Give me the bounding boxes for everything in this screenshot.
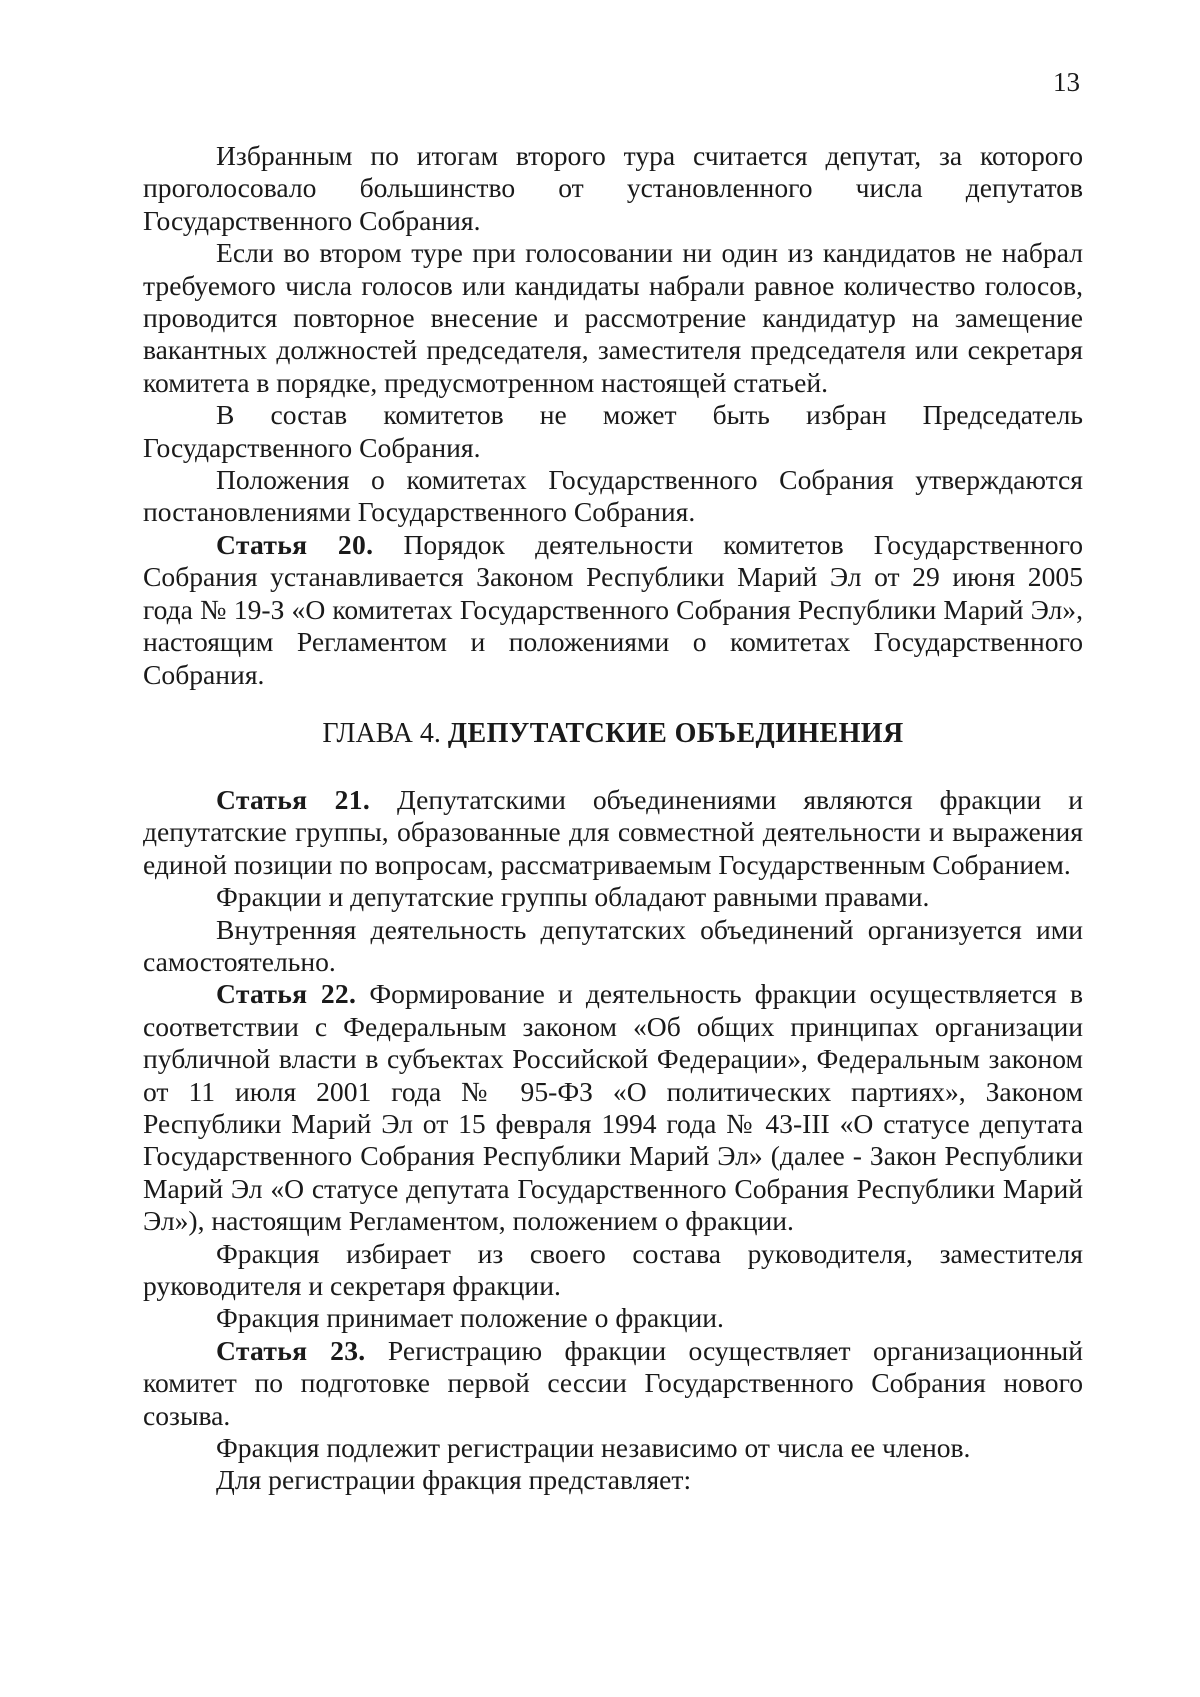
- article-heading: Статья 22.: [216, 978, 357, 1010]
- page-number: 13: [1053, 67, 1080, 97]
- article-heading: Статья 20.: [216, 528, 374, 560]
- chapter-prefix: ГЛАВА 4.: [322, 717, 448, 749]
- paragraph: Положения о комитетах Государственного Собрания утверждаются постановлениями Государственного Собрания.: [143, 464, 1083, 528]
- chapter-title: ДЕПУТАТСКИЕ ОБЪЕДИНЕНИЯ: [447, 717, 904, 749]
- article-text: Депутатскими объединениями являются фракции и депутатские группы, образованные для совместной деятельности и выражения единой позиции по вопросам, рассматриваемым Государственным Собранием.: [143, 783, 1083, 880]
- paragraph: Внутренняя деятельность депутатских объединений организуется ими самостоятельно.: [143, 913, 1083, 977]
- article-paragraph: [143, 529, 1083, 691]
- article-text: Порядок деятельности комитетов Государственного Собрания устанавливается Законом Республики Марий Эл от 29 июня 2005 года № 19-З «О комитетах Государственного Собрания Республики Марий Эл», настоящим Регламентом и положениями о комитетах Государственного Собрания.: [143, 528, 1083, 690]
- paragraph: Избранным по итогам второго тура считается депутат, за которого проголосовало большинство от установленного числа депутатов Государственного Собрания.: [143, 140, 1083, 236]
- paragraph: Фракция избирает из своего состава руководителя, заместителя руководителя и секретаря фракции.: [143, 1237, 1083, 1301]
- paragraph: Если во втором туре при голосовании ни один из кандидатов не набрал требуемого числа голосов или кандидаты набрали равное количество голосов, проводится повторное внесение и рассмотрение кандидатур на замещение вакантных должностей председателя, заместителя председателя или секретаря комитета в порядке, предусмотренном настоящей статьей.: [143, 237, 1083, 398]
- article-heading: Статья 23.: [216, 1334, 366, 1366]
- paragraph: Для регистрации фракция представляет:: [216, 1464, 692, 1496]
- paragraph: Фракции и депутатские группы обладают равными правами.: [216, 881, 930, 913]
- article-paragraph: [143, 784, 1083, 881]
- article-text: Формирование и деятельность фракции осуществляется в соответствии с Федеральным законом «Об общих принципах организации публичной власти в субъектах Российской Федерации», Федеральным законом от 11 июля 2001 года № 95-ФЗ «О политических партиях», Законом Республики Марий Эл от 15 февраля 1994 года № 43-III «О статусе депутата Государственного Собрания Республики Марий Эл» (далее - Закон Республики Марий Эл «О статусе депутата Государственного Собрания Республики Марий Эл»), настоящим Регламентом, положением о фракции.: [143, 978, 1083, 1237]
- article-text: Регистрацию фракции осуществляет организационный комитет по подготовке первой сессии Государственного Собрания нового созыва.: [143, 1334, 1083, 1431]
- chapter-heading: [143, 717, 1083, 751]
- paragraph: Фракция принимает положение о фракции.: [216, 1302, 724, 1334]
- article-paragraph: [143, 978, 1083, 1237]
- paragraph: Фракция подлежит регистрации независимо от числа ее членов.: [216, 1432, 971, 1464]
- document-body: [143, 140, 1083, 1497]
- article-paragraph: [143, 1335, 1083, 1432]
- article-heading: Статья 21.: [216, 783, 371, 815]
- paragraph: В состав комитетов не может быть избран Председатель Государственного Собрания.: [143, 399, 1083, 463]
